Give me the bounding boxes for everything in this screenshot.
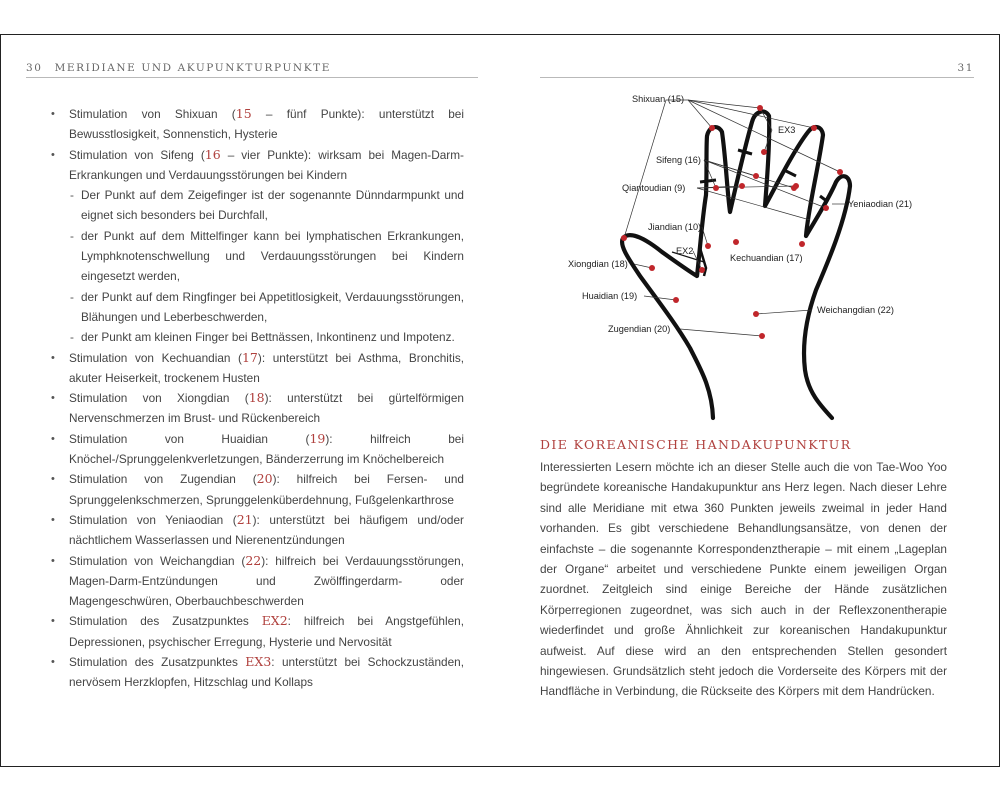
hand-diagram	[540, 86, 980, 426]
sub-list-item: - der Punkt am kleinen Finger bei Bettnässen, Inkontinenz und Impotenz.	[50, 327, 464, 347]
left-page-number: 30	[26, 62, 43, 74]
sub-list-item: - Der Punkt auf dem Zeigefinger ist der sogenannte Dünndarmpunkt und eignet sich besonders bei Durchfall,	[50, 185, 464, 226]
acupoint	[699, 267, 705, 273]
list-item: • Stimulation von Huaidian (19): hilfreich bei Knöchel-/Sprunggelenkverletzungen, Bänderzerrung im Knöchelbereich	[50, 429, 464, 470]
label-ex3: EX3	[778, 125, 796, 135]
acupoint	[761, 149, 767, 155]
leader-line	[697, 188, 810, 220]
label-xiongdian: Xiongdian (18)	[568, 259, 628, 269]
finger-crease	[784, 170, 796, 176]
label-kechuandian: Kechuandian (17)	[730, 253, 803, 263]
section-heading: DIE KOREANISCHE HANDAKUPUNKTUR	[540, 437, 852, 452]
list-item: • Stimulation des Zusatzpunktes EX2: hilfreich bei Angstgefühlen, Depressionen, psychischer Erregung, Hysterie und Nervosität	[50, 611, 464, 652]
acupoint	[739, 183, 745, 189]
label-zugendian: Zugendian (20)	[608, 324, 671, 334]
list-item: • Stimulation von Yeniaodian (21): unterstützt bei häufigem und/oder nächtlichem Wasserlassen und Nierenentzündungen	[50, 510, 464, 551]
sub-list-item: - der Punkt auf dem Ringfinger bei Appetitlosigkeit, Verdauungsstörungen, Blähungen und Leberbeschwerden,	[50, 287, 464, 328]
label-qiantoudian: Qiantoudian (9)	[622, 183, 686, 193]
finger-crease	[738, 150, 752, 154]
section-body: Interessierten Lesern möchte ich an dieser Stelle auch die von Tae-Woo Yoo begründete koreanische Handakupunktur ans Herz legen. Nach dieser Lehre sind alle Meridiane mit etwa 360 Punkten jeweils zweimal in jeder Hand vorhanden. Es gibt verschiedene Behandlungsansätze, von denen der einfachste – die sogenannte Korrespondenztherapie – mit einem „Lageplan der Organe“ arbeitet und verschiedene Punkte einem jeweiligen Organ zuordnet. Zeitgleich sind einige Bereiche der Hände zusätzlichen Körperregionen zugeordnet, was sich auch in der Reflexzonentherapie wiederfindet und große Ähnlichkeit zur koreanischen Handakupunktur aufweist. Auf diese wird an den entsprechenden Stellen gesondert hingewiesen. Grundsätzlich steht jedoch die Vorderseite des Körpers mit der Handfläche in Verbindung, die Rückseite des Körpers mit dem Handrücken.	[540, 460, 947, 699]
label-shixuan: Shixuan (15)	[632, 94, 685, 104]
leader-line	[756, 310, 812, 314]
list-item: • Stimulation von Shixuan (15 – fünf Punkte): unterstützt bei Bewusstlosigkeit, Sonnenstich, Hysterie	[50, 104, 464, 145]
acupoint	[811, 125, 817, 131]
label-weichangdian: Weichangdian (22)	[817, 305, 894, 315]
label-yeniaodian: Yeniaodian (21)	[848, 199, 913, 209]
acupoint	[793, 183, 799, 189]
list-item: • Stimulation von Xiongdian (18): unterstützt bei gürtelförmigen Nervenschmerzen im Brust- und Rückenbereich	[50, 388, 464, 429]
left-running-title: MERIDIANE UND AKUPUNKTURPUNKTE	[54, 62, 332, 74]
acupoint	[673, 297, 679, 303]
right-page-number: 31	[957, 62, 974, 74]
acupoint	[753, 311, 759, 317]
acupoint	[823, 205, 829, 211]
left-running-head	[26, 62, 331, 74]
acupoint	[705, 243, 711, 249]
label-ex2: EX2	[676, 246, 694, 256]
hand-acupuncture-figure	[540, 86, 980, 426]
left-column-list	[50, 104, 464, 693]
leader-line	[680, 329, 762, 336]
acupoint	[757, 105, 763, 111]
acupoint	[621, 235, 627, 241]
acupoint	[649, 265, 655, 271]
acupoint	[759, 333, 765, 339]
acupoint	[799, 241, 805, 247]
header-rule-right	[540, 77, 974, 78]
header-rule-left	[26, 77, 478, 78]
acupoint	[837, 169, 843, 175]
list-item: • Stimulation von Kechuandian (17): unterstützt bei Asthma, Bronchitis, akuter Heiserkeit, trockenem Husten	[50, 348, 464, 389]
acupoint	[753, 173, 759, 179]
list-item: • Stimulation von Zugendian (20): hilfreich bei Fersen- und Sprunggelenkschmerzen, Sprunggelenküberdehnung, Fußgelenkarthrose	[50, 469, 464, 510]
list-item: • Stimulation des Zusatzpunktes EX3: unterstützt bei Schockzuständen, nervösem Herzklopfen, Hitzschlag und Kollaps	[50, 652, 464, 693]
acupoint	[709, 125, 715, 131]
label-sifeng: Sifeng (16)	[656, 155, 701, 165]
acupoint	[713, 185, 719, 191]
sub-list-item: - der Punkt auf dem Mittelfinger kann bei lymphatischen Erkrankungen, Lymphknotenschwellung und Verdauungsstörungen bei Kindern eingesetzt werden,	[50, 226, 464, 287]
list-item: • Stimulation von Weichangdian (22): hilfreich bei Verdauungsstörungen, Magen-Darm-Entzündungen und Zwölffingerdarm- oder Magengeschwüren, Oberbauchbeschwerden	[50, 551, 464, 612]
label-jiandian: Jiandian (10)	[648, 222, 702, 232]
leader-line	[624, 100, 688, 238]
list-item: • Stimulation von Sifeng (16 – vier Punkte): wirksam bei Magen-Darm-Erkrankungen und Verdauungsstörungen bei Kindern	[50, 145, 464, 186]
leader-line	[644, 296, 676, 300]
label-huaidian: Huaidian (19)	[582, 291, 638, 301]
acupoint	[733, 239, 739, 245]
leader-line	[688, 100, 760, 108]
